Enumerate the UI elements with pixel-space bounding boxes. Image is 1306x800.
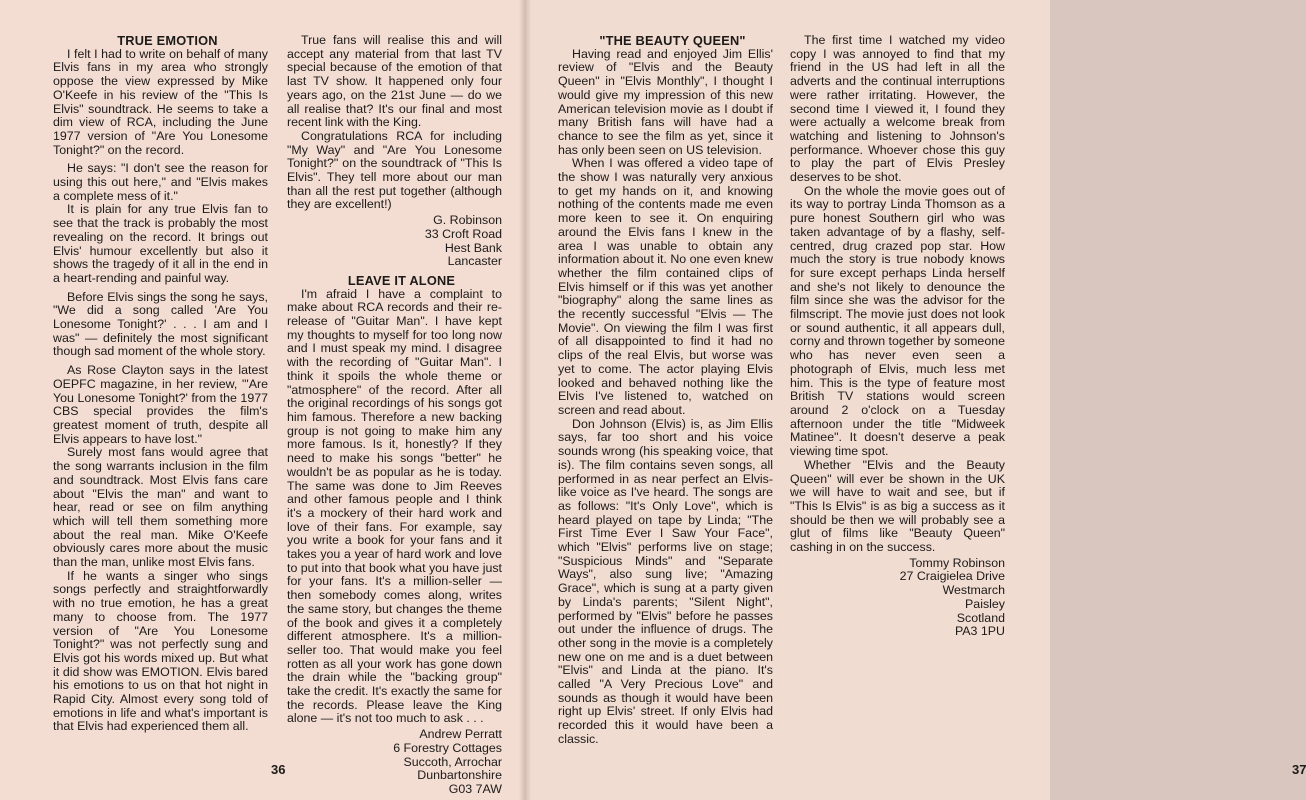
signature-line: Westmarch [942,583,1005,598]
letter-paragraph: The first time I watched my video copy I was annoyed to find that my friend in the US had left in all the adverts and the continual interruptions were rather irritating. However, the second time I viewed it, I found they were actually a welcome break from watching and listening to Johnson's performance. Whoever chose this guy to play the part of Elvis Presley deserves to be shot. [790,33,1005,185]
letter-paragraph: Having read and enjoyed Jim Ellis' review of "Elvis and the Beauty Queen" in "Elvis Monthly", I thought I would give my impression of this new American television movie as I doubt if many British fans will have had a chance to see the film as yet, since it has only been seen on US television. [558,46,773,157]
letter-paragraph: I felt I had to write on behalf of many Elvis fans in my area who strongly oppose the view expressed by Mike O'Keefe in his review of the "This Is Elvis" soundtrack. He seems to take a dim view of RCA, including the June 1977 version of "Are You Lonesome Tonight?" on the record. [53,46,268,157]
letter-paragraph: As Rose Clayton says in the latest OEPFC magazine, in her review, "'Are You Lonesome Tonight?' from the 1977 CBS special provides the film's greatest moment of truth, despite all Elvis appears to have lost." [53,363,268,446]
signature-line: 33 Croft Road [424,226,502,241]
signature-line: G03 7AW [448,781,502,796]
page-number: 37 [1292,762,1306,777]
signature-line: 6 Forestry Cottages [393,740,502,755]
signature-line: Succoth, Arrochar [403,754,502,769]
letter-paragraph: It is plain for any true Elvis fan to see that the track is probably the most revealing on the record. It brings out Elvis' humour excellently but also it shows the tragedy of it all in the end in a heart-rending and painful way. [53,202,268,285]
letter-paragraph: Surely most fans would agree that the song warrants inclusion in the film and soundtrack. Most Elvis fans care about "Elvis the man" and want to hear, read or see on film anything which will tell them something more about the real man. Mike O'Keefe obviously cares more about the music than the man, unlike most Elvis fans. [53,445,268,570]
page-gutter [519,0,531,800]
letter-signature [287,728,502,797]
letter-signature [287,214,502,269]
letter-heading-true-emotion: TRUE EMOTION [117,33,218,48]
right-page-column-1 [558,34,773,747]
letter-paragraph: Whether "Elvis and the Beauty Queen" will ever be shown in the UK we will have to wait and see, but if "This Is Elvis" is as big a success as it should be then we will probably see a glut of films like "Beauty Queen" cashing in on the success. [790,457,1005,555]
left-page-column-2 [287,34,502,797]
signature-line: 27 Craigielea Drive [899,569,1005,584]
signature-line: G. Robinson [433,213,502,228]
signature-line: Scotland [956,610,1005,625]
letter-paragraph: Congratulations RCA for including "My Way" and "Are You Lonesome Tonight?" on the soundtrack of "This Is Elvis". They tell more about our man than all the rest put together (although they are excellent!) [287,128,502,212]
letter-paragraph: True fans will realise this and will accept any material from that last TV special because of the emotion of that last TV show. It happened only four years ago, on the 21st June — do we all realise that? It's our final and most recent link with the King. [287,33,502,130]
left-page-column-1 [53,34,268,734]
signature-line: Paisley [965,596,1005,611]
signature-name: Tommy Robinson [909,555,1005,570]
letter-paragraph: I'm afraid I have a complaint to make about RCA records and their re-release of "Guitar Man". I have kept my thoughts to myself for too long now and I must speak my mind. I disagree with the recording of "Guitar Man". I think it spoils the whole theme or "atmosphere" of the record. After all the original recordings of his songs got him famous. Therefore a new backing group is not going to make him any more famous. Is it, honestly? If they need to make his songs "better" he wouldn't be as popular as he is today. The same was done to Jim Reeves and other famous people and I think it's a mockery of their hard work and love of their fans. For example, say you write a book for your fans and it takes you a year of hard work and love to put into that book what you have just for your fans. It's a million-seller — then somebody comes along, writes the same story, but changes the theme of the book and gives it a completely different atmosphere. It's a million-seller too. That would make you feel rotten as all your work has gone down the drain while the "backing group" take the credit. It's exactly the same for the records. Please leave the King alone — it's not too much to ask . . . [287,286,502,726]
signature-line: PA3 1PU [954,624,1005,639]
page-number: 36 [271,762,286,777]
letter-paragraph: He says: "I don't see the reason for using this out here," and "Elvis makes a complete mess of it." [53,161,268,203]
letter-heading-leave-it-alone: LEAVE IT ALONE [347,272,456,288]
signature-line: Andrew Perratt [419,727,502,742]
letter-paragraph: If he wants a singer who sings songs perfectly and straightforwardly with no true emotion, he has a great many to choose from. The 1977 version of "Are You Lonesome Tonight?" was not perfectly sung and Elvis got his words mixed up. But what it did show was EMOTION. Elvis bared his emotions to us on that hot night in Rapid City. Almost every song told of emotions in life and what's important is that Elvis had experienced them all. [53,568,268,734]
letter-paragraph: When I was offered a video tape of the show I was naturally very anxious to get my hands on it, and knowing nothing of the contents made me even more keen to see it. On enquiring around the Elvis fans I knew in the area I was unable to obtain any information about it. No one even knew whether the film contained clips of Elvis himself or if this was yet another "biography" along the same lines as the recently successful "Elvis — The Movie". On viewing the film I was first of all disappointed to find it had no clips of the real Elvis, but worse was yet to come. The actor playing Elvis looked and behaved nothing like the Elvis I've listened to, watched on screen and read about. [558,156,773,417]
signature-line: Dunbartonshire [417,768,502,783]
right-page-column-2 [790,34,1005,639]
letter-paragraph: Before Elvis sings the song he says, "We did a song called 'Are You Lonesome Tonight?' . . . I am and I was" — definitely the most significant though sad moment of the whole story. [53,289,268,359]
left-page [0,0,525,800]
letter-paragraph: Don Johnson (Elvis) is, as Jim Ellis says, far too short and his voice sounds wrong (his speaking voice, that is). The film contains seven songs, all performed in as near perfect an Elvis-like voice as I've heard. The songs are as follows: "It's Only Love", which is heard played on tape by Linda; "The First Time Ever I Saw Your Face", which "Elvis" performs live on stage; "Suspicious Minds" and "Separate Ways", also sung live; "Amazing Grace", which is sung at a party given by Linda's parents; "Silent Night", performed by "Elvis" before he passes out under the influence of drugs. The other song in the movie is a completely new one on me and is a duet between "Elvis" and Linda at the piano. It's called "A Very Precious Love" and sounds as though it would have been right up Elvis' street. If only Elvis had recorded this it would have been a classic. [558,416,773,746]
signature-line: Hest Bank [444,240,502,255]
letter-signature [790,557,1005,639]
letter-heading-beauty-queen: "THE BEAUTY QUEEN" [599,33,746,48]
signature-line: Lancaster [447,254,502,269]
letter-paragraph: On the whole the movie goes out of its way to portray Linda Thomson as a pure honest Southern girl who was taken advantage of by a flashy, self-centred, drug crazed pop star. How much the story is true nobody knows for sure except perhaps Linda herself and she's not likely to denounce the film since she was the advisor for the filmscript. The movie just does not look or sound authentic, it all appears dull, corny and thrown together by someone who has never even seen a photograph of Elvis, much less met him. This is the type of feature most British TV stations would screen around 2 o'clock on a Tuesday afternoon under the title "Midweek Matinee". It doesn't deserve a peak viewing time spot. [790,183,1005,459]
